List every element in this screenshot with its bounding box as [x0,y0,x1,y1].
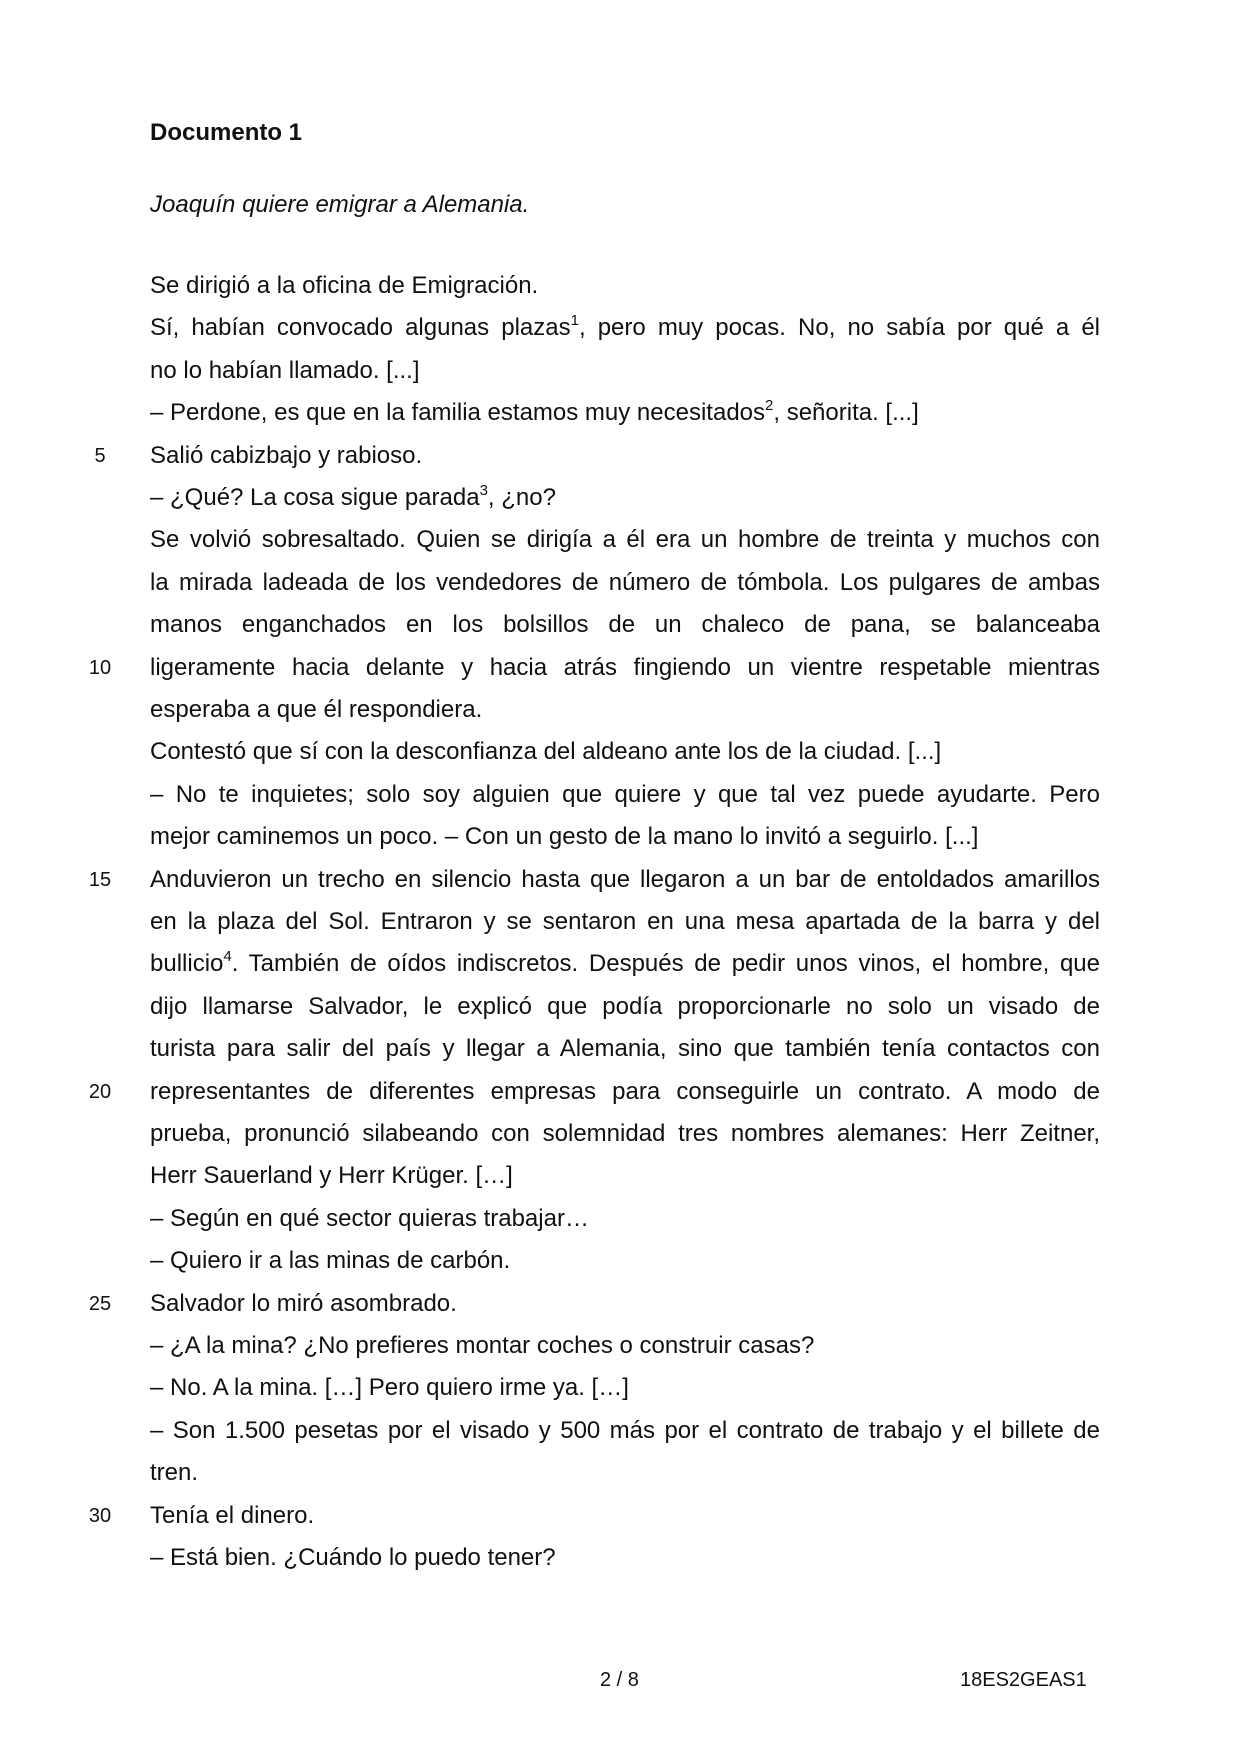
text-segment: – ¿A la mina? ¿No prefieres montar coches o construir casas? [150,1332,815,1359]
footnote-marker: 4 [223,948,232,965]
text-line [150,736,1100,768]
text-segment: – No te inquietes; solo soy alguien que quiere y que tal vez puede ayudarte. Pero [150,781,1100,808]
text-line [150,1415,1100,1447]
document-intro: Joaquín quiere emigrar a Alemania. [150,191,530,218]
text-segment: esperaba a que él respondiera. [150,696,483,723]
text-line [150,1118,1100,1150]
text-segment: , pero muy pocas. No, no sabía por qué a él [578,314,1100,341]
line-number: 5 [94,445,106,467]
text-line [150,1330,1100,1362]
text-segment: dijo llamarse Salvador, le explicó que podía proporcionarle no solo un visado de [150,993,1100,1020]
text-line [150,1500,1100,1532]
text-line [150,440,1100,472]
text-line [150,355,1100,387]
text-line [150,567,1100,599]
text-segment: Anduvieron un trecho en silencio hasta que llegaron a un bar de entoldados amarillos [150,866,1100,893]
text-segment: – No. A la mina. […] Pero quiero irme ya. […] [150,1374,629,1401]
text-segment: ligeramente hacia delante y hacia atrás fingiendo un vientre respetable mientras [150,654,1100,681]
footnote-marker: 2 [765,397,774,414]
text-line [150,524,1100,556]
text-line [150,779,1100,811]
text-line [150,482,1100,514]
text-line [150,906,1100,938]
text-segment: no lo habían llamado. [...] [150,357,420,384]
text-line [150,270,1100,302]
text-segment: – ¿Qué? La cosa sigue parada [150,484,480,511]
text-line [150,312,1100,344]
text-line [150,1542,1100,1574]
text-segment: bullicio [150,950,224,977]
line-number: 20 [88,1081,112,1103]
text-segment: prueba, pronunció silabeando con solemnidad tres nombres alemanes: Herr Zeitner, [150,1120,1100,1147]
text-line [150,948,1100,980]
text-segment: Sí, habían convocado algunas plazas [150,314,571,341]
document-code: 18ES2GEAS1 [960,1669,1087,1691]
text-segment: la mirada ladeada de los vendedores de número de tómbola. Los pulgares de ambas [150,569,1100,596]
text-segment: en la plaza del Sol. Entraron y se sentaron en una mesa apartada de la barra y del [150,908,1100,935]
footnote-marker: 1 [570,312,579,329]
text-segment: representantes de diferentes empresas para conseguirle un contrato. A modo de [150,1078,1100,1105]
text-line [150,652,1100,684]
text-segment: – Según en qué sector quieras trabajar… [150,1205,589,1232]
text-line [150,1203,1100,1235]
text-line [150,1160,1100,1192]
text-segment: Se dirigió a la oficina de Emigración. [150,272,539,299]
text-segment: Herr Sauerland y Herr Krüger. […] [150,1162,513,1189]
text-line [150,991,1100,1023]
text-segment: – Está bien. ¿Cuándo lo puedo tener? [150,1544,556,1571]
text-segment: – Perdone, es que en la familia estamos muy necesitados [150,399,766,426]
text-segment: tren. [150,1459,199,1486]
text-segment: mejor caminemos un poco. – Con un gesto de la mano lo invitó a seguirlo. [...] [150,823,979,850]
text-line [150,821,1100,853]
text-line [150,1033,1100,1065]
footnote-marker: 3 [479,482,488,499]
text-line [150,609,1100,641]
text-segment: Salió cabizbajo y rabioso. [150,442,423,469]
line-number: 10 [88,657,112,679]
text-line [150,864,1100,896]
text-line [150,694,1100,726]
line-number: 25 [88,1293,112,1315]
text-segment: . También de oídos indiscretos. Después de pedir unos vinos, el hombre, que [231,950,1100,977]
text-segment: Tenía el dinero. [150,1502,315,1529]
text-line [150,1245,1100,1277]
text-segment: turista para salir del país y llegar a Alemania, sino que también tenía contactos con [150,1035,1100,1062]
text-segment: Salvador lo miró asombrado. [150,1290,457,1317]
text-segment: – Quiero ir a las minas de carbón. [150,1247,511,1274]
text-segment: Se volvió sobresaltado. Quien se dirigía a él era un hombre de treinta y muchos con [150,526,1100,553]
text-segment: , señorita. [...] [773,399,919,426]
line-number: 30 [88,1505,112,1527]
text-segment: – Son 1.500 pesetas por el visado y 500 más por el contrato de trabajo y el billete de [150,1417,1100,1444]
line-number: 15 [88,869,112,891]
page-number: 2 / 8 [600,1669,639,1691]
text-line [150,1076,1100,1108]
text-segment: manos enganchados en los bolsillos de un chaleco de pana, se balanceaba [150,611,1100,638]
text-line [150,397,1100,429]
text-line [150,1372,1100,1404]
document-heading: Documento 1 [150,119,303,146]
text-segment: Contestó que sí con la desconfianza del aldeano ante los de la ciudad. [...] [150,738,942,765]
text-line [150,1457,1100,1489]
text-segment: , ¿no? [487,484,556,511]
text-line [150,1288,1100,1320]
